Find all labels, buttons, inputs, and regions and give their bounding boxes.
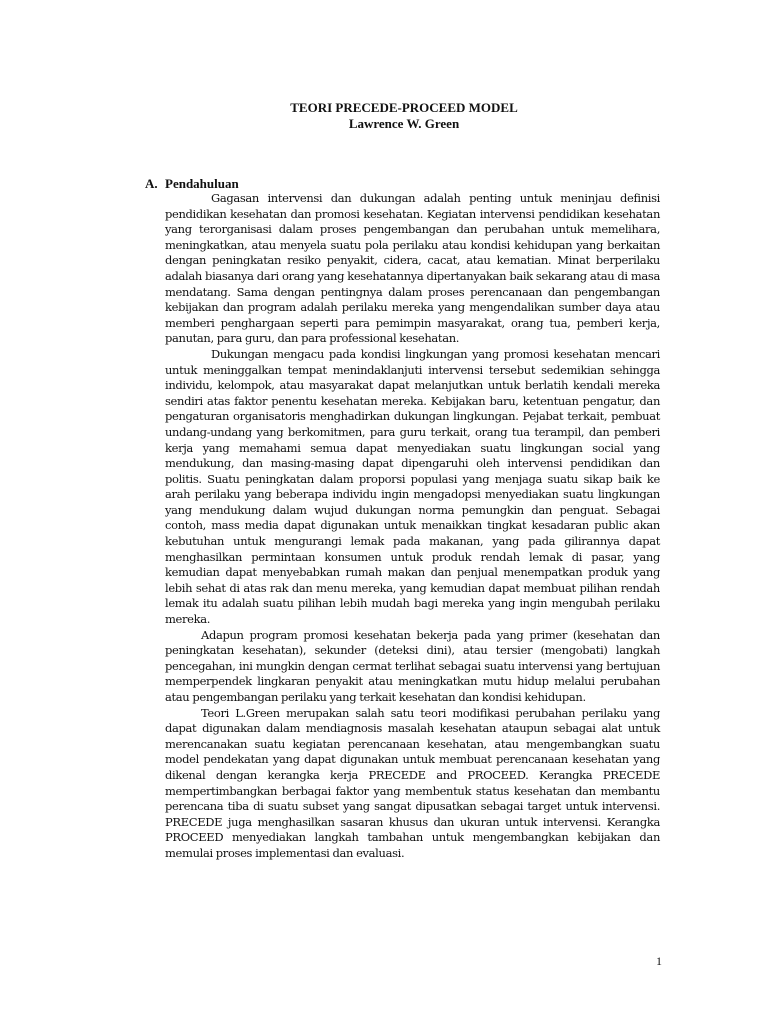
section-heading-text: Pendahuluan [165, 176, 239, 191]
section-body [165, 191, 660, 862]
section-pendahuluan [145, 176, 660, 862]
paragraph: Adapun program promosi kesehatan bekerja pada yang primer (kesehatan dan peningkatan kesehatan), sekunder (deteksi dini), atau tersier (mengobati) langkah pencegahan, ini mungkin dengan cermat terlihat sebagai suatu intervensi yang bertujuan memperpendek lingkaran penyakit atau meningkatkan mutu hidup melalui perubahan atau pengembangan perilaku yang terkait kesehatan dan kondisi kehidupan. [165, 627, 660, 704]
title-block [0, 100, 768, 132]
document-title: TEORI PRECEDE-PROCEED MODEL [290, 100, 518, 115]
document-author: Lawrence W. Green [348, 116, 460, 131]
page-number: 1 [656, 954, 662, 968]
paragraph: Teori L.Green merupakan salah satu teori modifikasi perubahan perilaku yang dapat digunakan dalam mendiagnosis masalah kesehatan ataupun sebagai alat untuk merencanakan suatu kegiatan perencanaan kesehatan, atau mengembangkan suatu model pendekatan yang dapat digunakan untuk membuat perencanaan kesehatan yang dikenal dengan kerangka kerja PRECEDE and PROCEED. Kerangka PRECEDE mempertimbangkan berbagai faktor yang membentuk status kesehatan dan membantu perencana tiba di suatu subset yang sangat dipusatkan sebagai target untuk intervensi. PRECEDE juga menghasilkan sasaran khusus dan ukuran untuk intervensi. Kerangka PROCEED menyediakan langkah tambahan untuk mengembangkan kebijakan dan memulai proses implementasi dan evaluasi. [165, 705, 660, 860]
paragraph: Dukungan mengacu pada kondisi lingkungan yang promosi kesehatan mencari untuk meninggalkan tempat menindaklanjuti intervensi tersebut sedemikian sehingga individu, kelompok, atau masyarakat dapat melanjutkan untuk berlatih kendali mereka sendiri atas faktor penentu kesehatan mereka. Kebijakan baru, ketentuan pengatur, dan pengaturan organisatoris menghadirkan dukungan lingkungan. Pejabat terkait, pembuat undang-undang yang berkomitmen, para guru terkait, orang tua terampil, dan pemberi kerja yang memahami semua dapat menyediakan suatu lingkungan social yang mendukung, dan masing-masing dapat dipengaruhi oleh intervensi pendidikan dan politis. Suatu peningkatan dalam proporsi populasi yang menjaga suatu sikap baik ke arah perilaku yang beberapa individu ingin mengadopsi menyediakan suatu lingkungan yang mendukung dalam wujud dukungan norma pemungkin dan penguat. Sebagai contoh, mass media dapat digunakan untuk menaikkan tingkat kesadaran public akan kebutuhan untuk mengurangi lemak pada makanan, yang pada gilirannya dapat menghasilkan permintaan konsumen untuk produk rendah lemak di pasar, yang kemudian dapat menyebabkan rumah makan dan penjual menempatkan produk yang lebih sehat di atas rak dan menu mereka, yang kemudian dapat membuat pilihan rendah lemak itu adalah suatu pilihan lebih mudah bagi mereka yang ingin mengubah perilaku mereka. [165, 346, 660, 627]
paragraph: Gagasan intervensi dan dukungan adalah penting untuk meninjau definisi pendidikan kesehatan dan promosi kesehatan. Kegiatan intervensi pendidikan kesehatan yang terorganisasi dalam proses pengembangan dan perubahan untuk memelihara, meningkatkan, atau menyela suatu pola perilaku atau kondisi kehidupan yang berkaitan dengan peningkatan resiko penyakit, cidera, cacat, atau kematian. Minat berperilaku adalah biasanya dari orang yang kesehatannya dipertanyakan baik sekarang atau di masa mendatang. Sama dengan pentingnya dalam proses perencanaan dan pengembangan kebijakan dan program adalah perilaku mereka yang mengendalikan sumber daya atau memberi penghargaan seperti para pemimpin masyarakat, orang tua, pemberi kerja, panutan, para guru, dan para professional kesehatan. [165, 191, 660, 346]
section-letter: A. [145, 176, 158, 191]
section-heading [145, 176, 660, 191]
